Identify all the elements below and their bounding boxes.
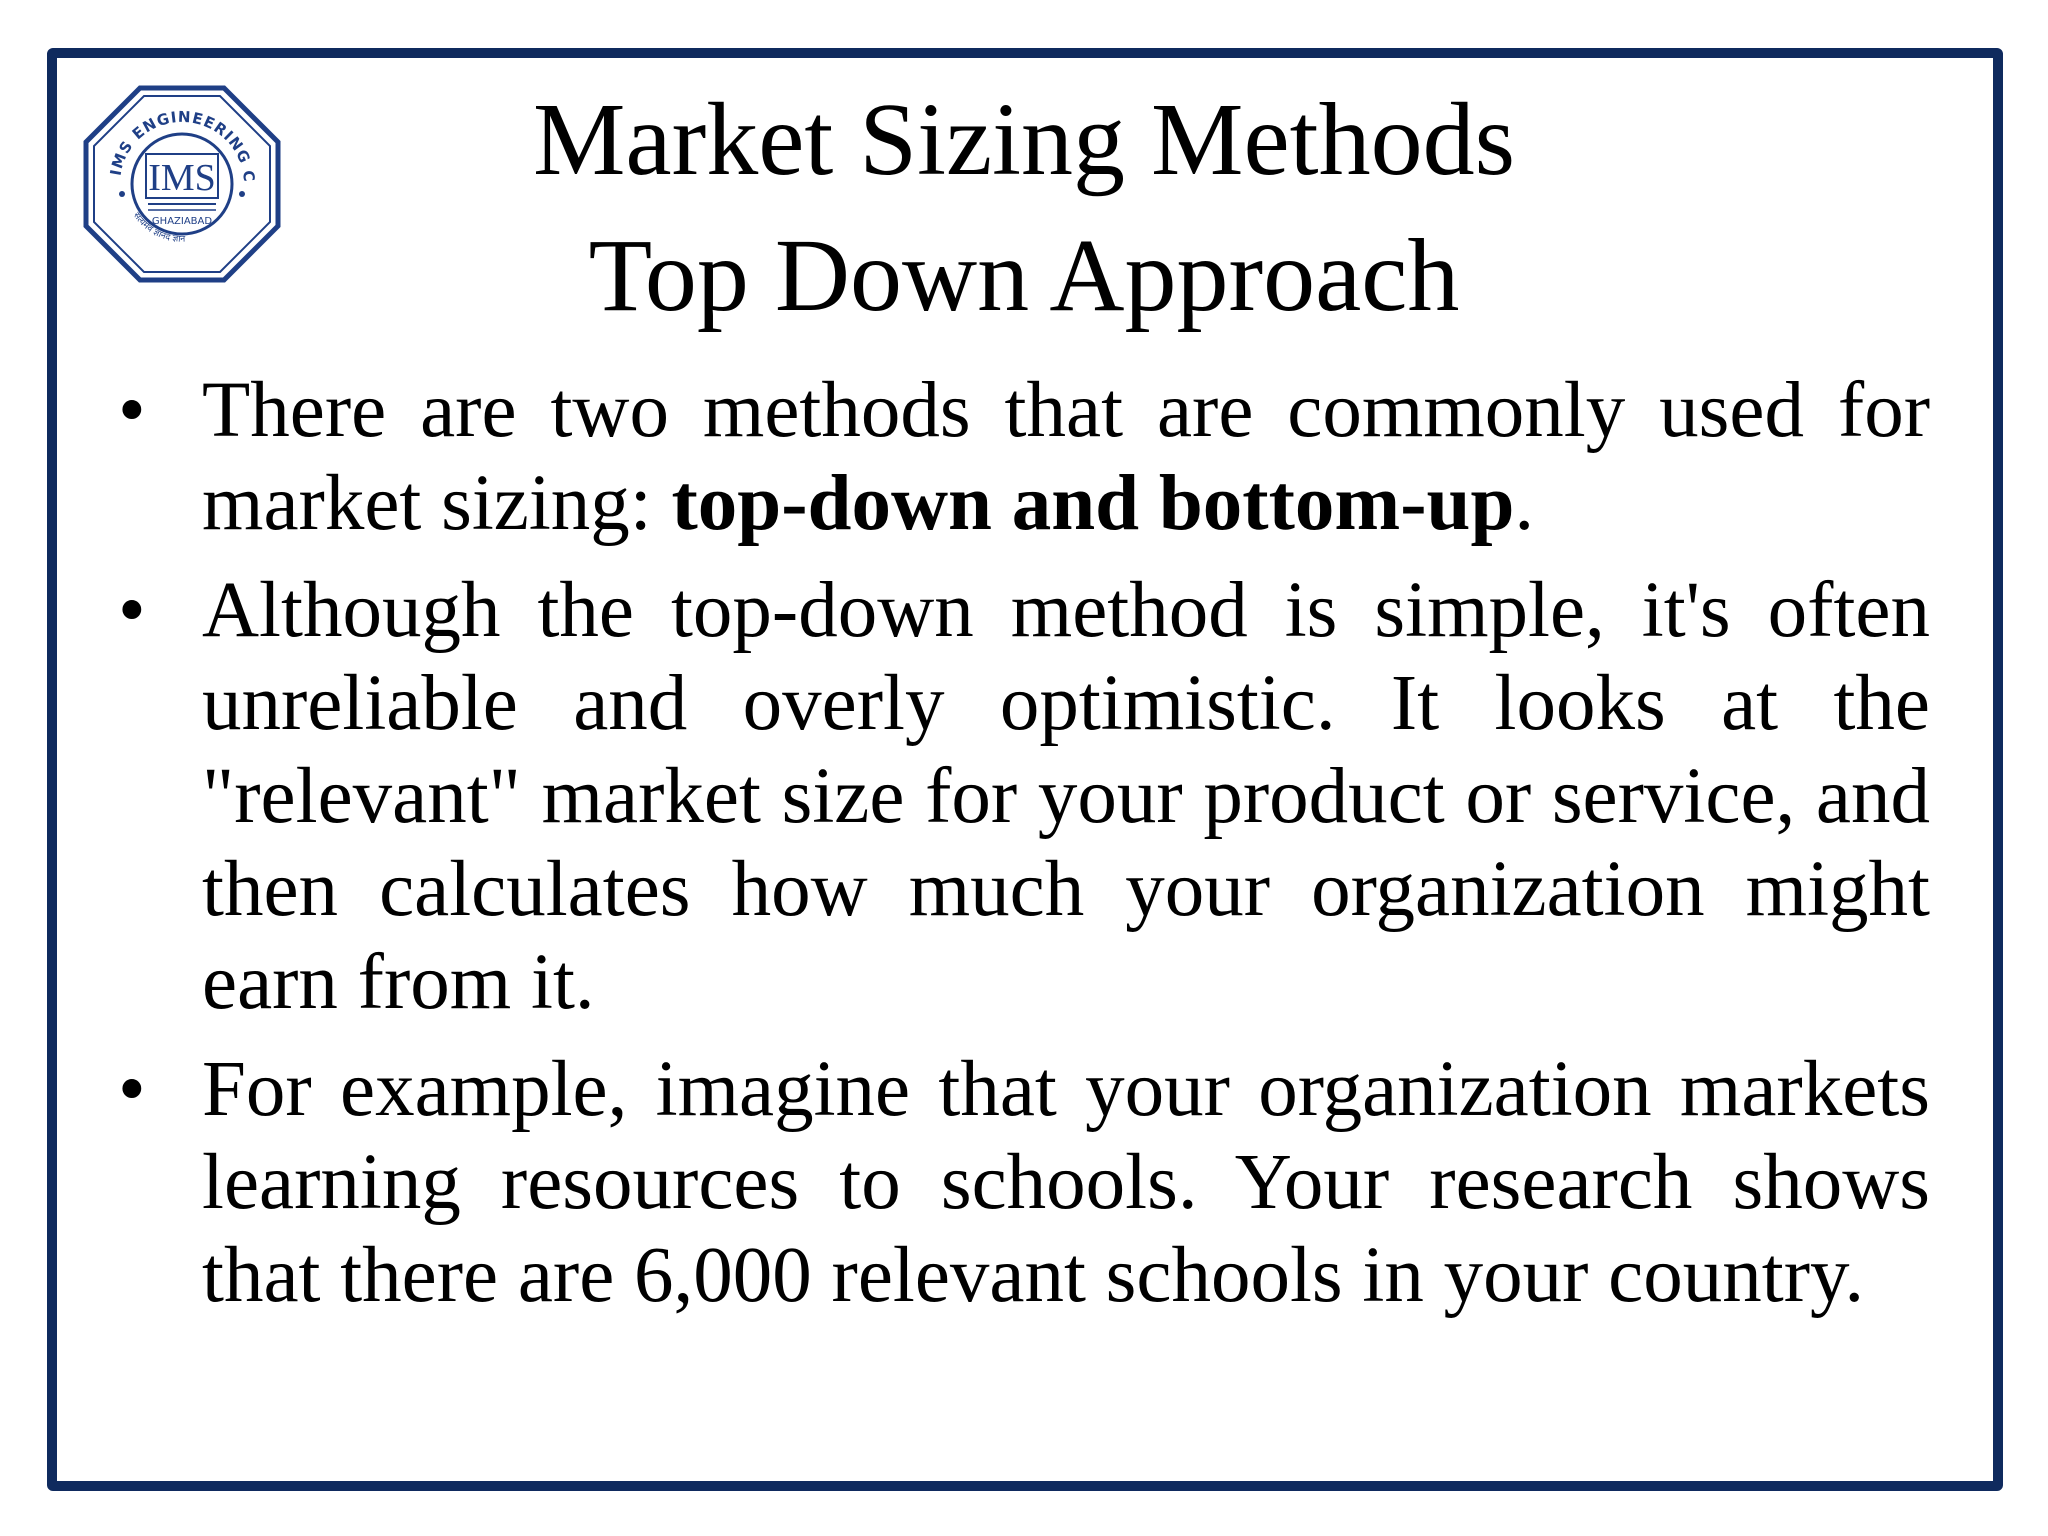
slide-title [320, 72, 1728, 344]
svg-text:सत्यमेव ज्ञानदं ज्ञानं: सत्यमेव ज्ञानदं ज्ञानं [130, 210, 186, 245]
bullet-text: Although the top-down method is simple, it's often unreliable and overly optimistic. It looks at the "relevant" market size for your product or service, and then calculates how much your organization might earn from it. [202, 567, 1930, 1026]
bullet-item [118, 564, 1930, 1029]
bullet-text-bold: top-down and bottom-up [671, 460, 1515, 547]
title-line-1: Market Sizing Methods [532, 82, 1516, 197]
bullet-list [118, 364, 1930, 1336]
bullet-text-end: . [1514, 460, 1535, 547]
bullet-text: For example, imagine that your organization markets learning resources to schools. Your research shows that there are 6,000 relevant schools in your country. [202, 1046, 1930, 1319]
bullet-item [118, 1043, 1930, 1322]
bullet-dot-icon: • [118, 367, 146, 454]
college-seal-icon [82, 84, 282, 284]
college-logo [82, 84, 282, 284]
svg-text:IMS: IMS [148, 157, 216, 199]
title-line-2: Top Down Approach [588, 218, 1460, 333]
bullet-text [202, 367, 1930, 547]
bullet-dot-icon: • [118, 1046, 146, 1133]
svg-text:GHAZIABAD: GHAZIABAD [151, 216, 213, 227]
svg-text:IMS ENGINEERING COLLEGE: IMS ENGINEERING C [106, 107, 259, 184]
bullet-text-start: There are two methods that are commonly used for market sizing: [202, 367, 1930, 547]
bullet-dot-icon: • [118, 567, 146, 654]
bullet-item [118, 364, 1930, 550]
